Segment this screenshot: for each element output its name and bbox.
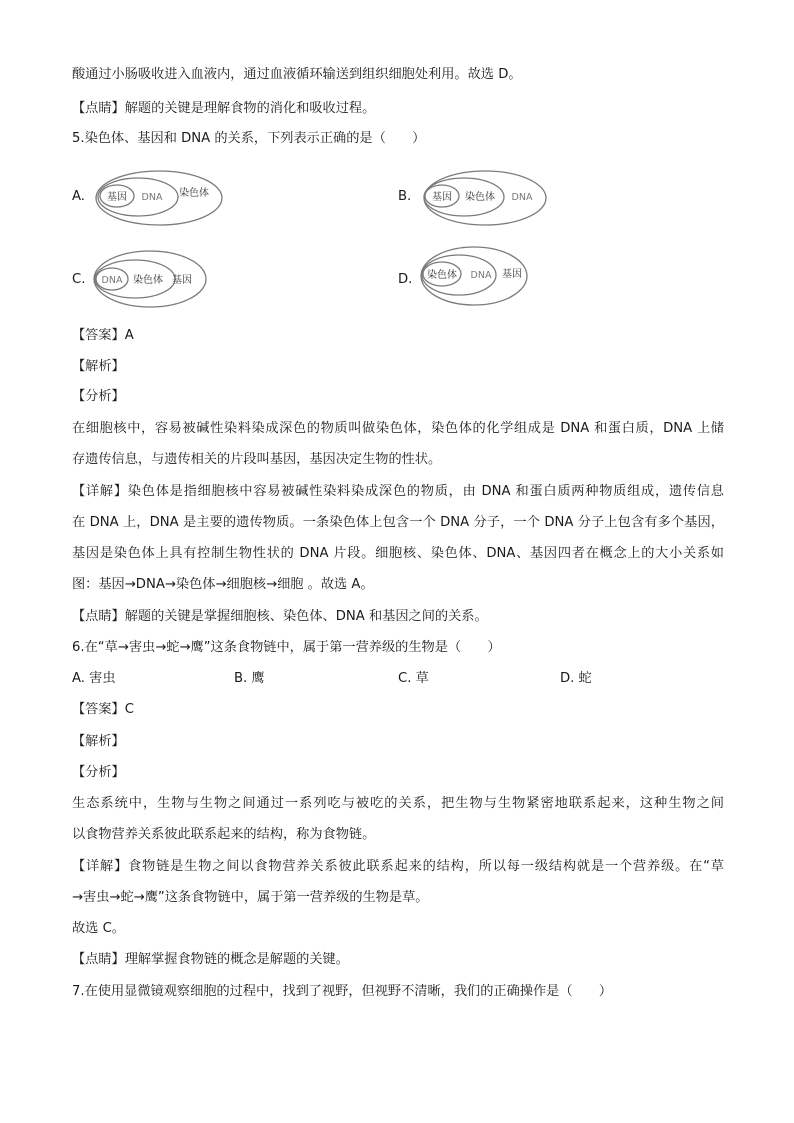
- question-7: 7.在使用显微镜观察细胞的过程中，找到了视野，但视野不清晰，我们的正确操作是（ ）: [72, 984, 613, 999]
- middle-label: 染色体: [133, 275, 163, 286]
- question-6: 6.在“草→害虫→蛇→鹰”这条食物链中，属于第一营养级的生物是（ ）: [72, 640, 501, 655]
- text-line: 在 DNA 上，DNA 是主要的遗传物质。一条染色体上包含一个 DNA 分子，一个 DNA 分子上包含有多个基因，: [72, 515, 724, 530]
- tip-line: 【点睛】解题的关键是理解食物的消化和吸收过程。: [72, 101, 376, 116]
- text-line: 基因是染色体上具有控制生物性状的 DNA 片段。细胞核、染色体、DNA、基因四者在概念上的大小关系如: [72, 546, 724, 561]
- option-c-diagram: [90, 248, 210, 314]
- tip-line: 【点睛】理解掌握食物链的概念是解题的关键。: [72, 952, 349, 967]
- fenxi-5-heading: 【分析】: [72, 389, 125, 404]
- text-line: 【详解】染色体是指细胞核中容易被碱性染料染成深色的物质，由 DNA 和蛋白质两种物质组成，遗传信息: [72, 484, 724, 499]
- fenxi-6-heading: 【分析】: [72, 765, 125, 780]
- text-line: 存遗传信息，与遗传相关的片段叫基因，基因决定生物的性状。: [72, 452, 442, 467]
- option-b-diagram: [418, 168, 548, 232]
- option-d: D. 蛇: [560, 671, 592, 686]
- text-line: 【详解】食物链是生物之间以食物营养关系彼此联系起来的结构，所以每一级结构就是一个营养级。在“草: [72, 859, 724, 874]
- option-d-diagram: [418, 244, 530, 312]
- option-a: A. 害虫: [72, 671, 116, 686]
- outer-label: 染色体: [179, 188, 209, 199]
- outer-label: 基因: [172, 275, 192, 286]
- question-5: 5.染色体、基因和 DNA 的关系，下列表示正确的是（ ）: [72, 131, 426, 146]
- middle-label: 染色体: [465, 192, 495, 203]
- answer-6: 【答案】C: [72, 702, 134, 717]
- text-line: 以食物营养关系彼此联系起来的结构，称为食物链。: [72, 827, 376, 842]
- option-a-diagram: [94, 168, 224, 232]
- inner-label: DNA: [101, 275, 123, 286]
- option-c: C. 草: [398, 671, 429, 686]
- option-d-letter: D.: [398, 272, 413, 287]
- option-b-letter: B.: [398, 189, 412, 204]
- middle-label: DNA: [141, 192, 163, 203]
- text-line: →害虫→蛇→鹰”这条食物链中，属于第一营养级的生物是草。: [72, 890, 429, 905]
- outer-label: 基因: [502, 269, 522, 280]
- option-b: B. 鹰: [234, 671, 265, 686]
- inner-label: 染色体: [427, 270, 457, 281]
- analysis-6-heading: 【解析】: [72, 734, 125, 749]
- answer-5: 【答案】A: [72, 328, 134, 343]
- middle-label: DNA: [470, 270, 492, 281]
- text-line: 故选 C。: [72, 921, 125, 936]
- inner-label: 基因: [107, 192, 127, 203]
- inner-label: 基因: [432, 192, 452, 203]
- option-a-letter: A.: [72, 189, 85, 204]
- text-line: 在细胞核中，容易被碱性染料染成深色的物质叫做染色体，染色体的化学组成是 DNA 和蛋白质，DNA 上储: [72, 421, 724, 436]
- tip-line: 【点睛】解题的关键是掌握细胞核、染色体、DNA 和基因之间的关系。: [72, 609, 488, 624]
- analysis-5-heading: 【解析】: [72, 359, 125, 374]
- text-line: 生态系统中，生物与生物之间通过一系列吃与被吃的关系，把生物与生物紧密地联系起来，这种生物之间: [72, 796, 724, 811]
- option-c-letter: C.: [72, 272, 86, 287]
- outer-label: DNA: [511, 192, 533, 203]
- text-line: 图：基因→DNA→染色体→细胞核→细胞 。故选 A。: [72, 577, 374, 592]
- text-line: 酸通过小肠吸收进入血液内，通过血液循环输送到组织细胞处利用。故选 D。: [72, 67, 522, 82]
